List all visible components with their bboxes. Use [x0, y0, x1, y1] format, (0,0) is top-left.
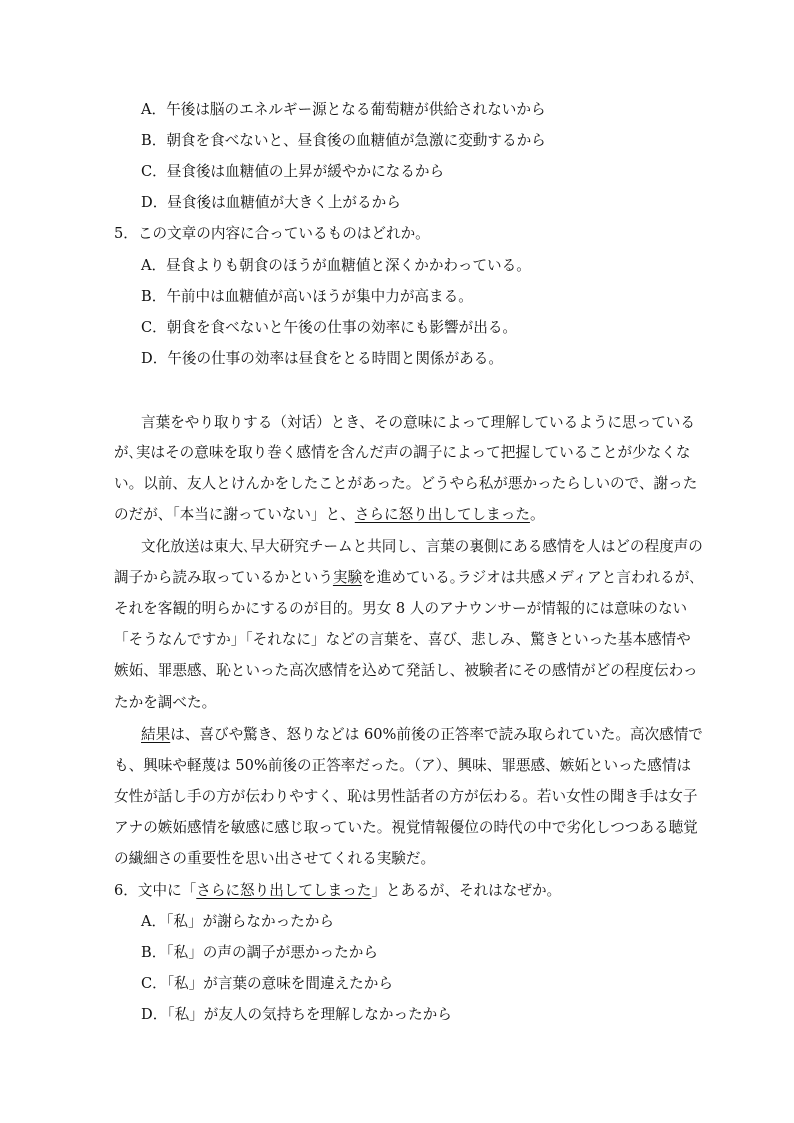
q5-option-d: D．午後の仕事の効率は昼食をとる時間と関係がある。 [141, 350, 503, 367]
q4-option-d: D．昼食後は血糖値が大きく上がるから [141, 194, 401, 211]
q6-stem [114, 881, 561, 901]
q5-stem: 5．この文章の内容に合っているものはどれか。 [114, 225, 430, 242]
passage-p1-line4 [114, 505, 545, 525]
passage-p1-line1: 言葉をやり取りする（対话）とき、その意味によって理解しているように思っている [141, 414, 695, 431]
q5-option-a: A．昼食よりも朝食のほうが血糖値と深くかかわっている。 [141, 257, 531, 274]
passage-p2-line6: たかを調べた。 [114, 694, 217, 711]
q6-stem-before: 6．文中に「 [114, 882, 197, 899]
passage-p3-text: は、喜びや驚き、怒りなどは 60%前後の正答率で読み取られていた。高次感情で [170, 726, 703, 743]
passage-p2-text-a: 調子から読み取っているかという [114, 569, 333, 586]
q6-option-b: B．「私」の声の調子が悪かったから [141, 944, 378, 961]
passage-p2-line1: 文化放送は東大､早大研究チームと共同し、言葉の裏側にある感情を人はどの程度声の [141, 538, 703, 555]
q6-option-c: C．「私」が言葉の意味を間違えたから [141, 975, 393, 992]
passage-p2-line4: 「そうなんですか」「それなに」などの言葉を、喜び、悲しみ、驚きといった基本感情や [114, 631, 691, 648]
q4-option-a: A．午後は脳のエネルギー源となる葡萄糖が供給されないから [141, 101, 546, 118]
underlined-word-result: 結果 [141, 726, 171, 743]
passage-p1-line3: い。以前、友人とけんかをしたことがあった。どうやら私が悪かったらしいので、謝った [114, 475, 698, 492]
passage-p1-period: 。 [529, 506, 545, 523]
passage-p1-text: のだが、「本当に謝っていない」と、 [114, 506, 355, 523]
q4-option-c: C．昼食後は血糖値の上昇が緩やかになるから [141, 163, 445, 180]
passage-p3-line4: アナの嫉妬感情を敏感に感じ取っていた。視覚情報優位の時代の中で劣化しつつある聴覚 [114, 819, 698, 836]
passage-p2-line2 [114, 568, 697, 588]
passage-p2-line5: 嫉妬、罪悪感、恥といった高次感情を込めて発話し、被験者にその感情がどの程度伝わっ [114, 662, 698, 679]
q6-option-d: D．「私」が友人の気持ちを理解しなかったから [141, 1006, 452, 1023]
underlined-word-experiment: 実験 [332, 569, 363, 586]
q5-option-c: C．朝食を食べないと午後の仕事の効率にも影響が出る。 [141, 319, 518, 336]
passage-p3-line3: 女性が話し手の方が伝わりやすく、恥は男性話者の方が伝わる。若い女性の聞き手は女子 [114, 788, 698, 805]
q4-option-b: B．朝食を食べないと、昼食後の血糖値が急激に変動するから [141, 132, 546, 149]
q5-option-b: B．午前中は血糖値が高いほうが集中力が高まる。 [141, 288, 473, 305]
passage-p3-line5: の繊細さの重要性を思い出させてくれる実験だ。 [114, 850, 436, 867]
passage-p3-line2: も、興味や軽蔑は 50%前後の正答率だった。（ア）、興味、罪悪感、嫉妬といった感情は [114, 757, 692, 774]
q6-stem-after: 」とあるが、それはなぜか。 [371, 882, 562, 899]
underlined-phrase-angry: さらに怒り出してしまった [354, 506, 530, 523]
passage-p3-line1 [141, 725, 703, 745]
passage-p1-line2: が､実はその意味を取り巻く感情を含んだ声の調子によって把握していることが少なくな [114, 444, 691, 461]
passage-p2-line3: それを客観的明らかにするのが目的。男女 8 人のアナウンサーが情報的には意味のない [114, 600, 688, 617]
passage-p2-text-b: を進めている｡ラジオは共感メディアと言われるが､ [362, 569, 697, 586]
q6-stem-quote: さらに怒り出してしまった [196, 882, 372, 899]
q6-option-a: A．「私」が謝らなかったから [141, 913, 334, 930]
